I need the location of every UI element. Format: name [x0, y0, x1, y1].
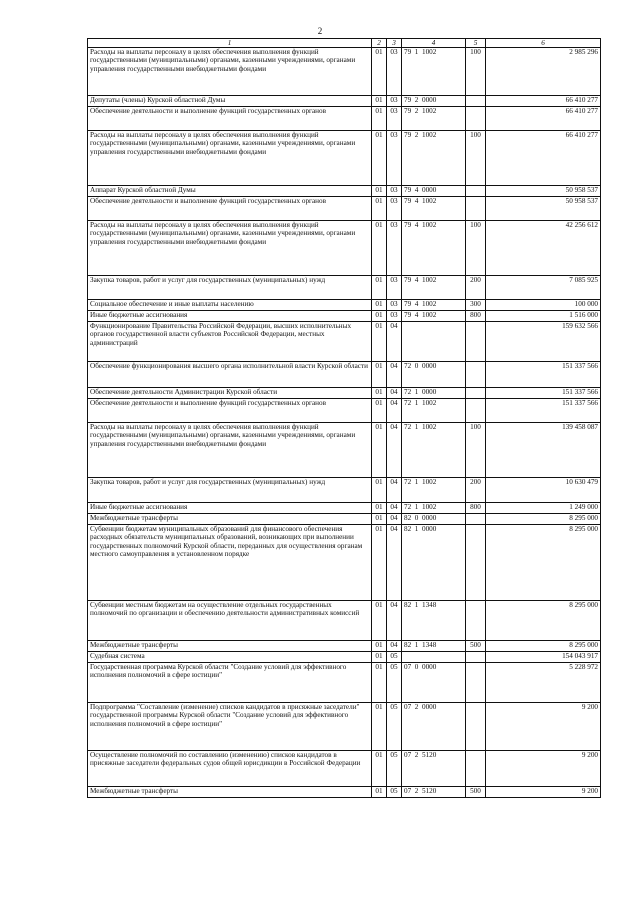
cell-amount: 151 337 566: [486, 399, 601, 423]
cell-section: 01: [372, 423, 387, 478]
cell-expense-type: 200: [466, 478, 486, 503]
cell-target-article: 79 4 1002: [402, 197, 466, 221]
cell-name: Расходы на выплаты персоналу в целях обеспечения выполнения функций государственными (муниципальными) органами, казенными учреждениями, органами управления государственными внебюджетными фондами: [88, 221, 372, 276]
cell-expense-type: [466, 514, 486, 525]
table-row: [88, 423, 601, 478]
header-row: [88, 39, 601, 48]
cell-expense-type: [466, 601, 486, 641]
cell-expense-type: [466, 96, 486, 107]
cell-section: 01: [372, 96, 387, 107]
cell-section: 01: [372, 514, 387, 525]
cell-amount: 9 200: [486, 703, 601, 751]
table-row: [88, 514, 601, 525]
cell-amount: 66 410 277: [486, 131, 601, 186]
cell-expense-type: [466, 751, 486, 787]
cell-name: Государственная программа Курской области "Создание условий для эффективного исполнения полномочий в сфере юстиции": [88, 663, 372, 703]
cell-target-article: 79 4 1002: [402, 300, 466, 311]
cell-expense-type: [466, 399, 486, 423]
table-row: [88, 276, 601, 300]
cell-target-article: 79 2 1002: [402, 107, 466, 131]
cell-section: 01: [372, 322, 387, 362]
cell-expense-type: 100: [466, 221, 486, 276]
cell-name: Обеспечение деятельности Администрации Курской области: [88, 388, 372, 399]
cell-expense-type: 800: [466, 311, 486, 322]
table-row: [88, 107, 601, 131]
cell-target-article: 79 4 1002: [402, 221, 466, 276]
table-row: [88, 388, 601, 399]
cell-subsection: 04: [387, 503, 402, 514]
cell-section: 01: [372, 221, 387, 276]
cell-section: 01: [372, 131, 387, 186]
cell-name: Закупка товаров, работ и услуг для государственных (муниципальных) нужд: [88, 276, 372, 300]
cell-expense-type: [466, 388, 486, 399]
cell-subsection: 04: [387, 423, 402, 478]
cell-target-article: 07 2 5120: [402, 787, 466, 798]
cell-amount: 10 630 479: [486, 478, 601, 503]
cell-subsection: 04: [387, 362, 402, 388]
cell-section: 01: [372, 525, 387, 601]
cell-subsection: 03: [387, 221, 402, 276]
cell-section: 01: [372, 751, 387, 787]
cell-target-article: 82 1 1348: [402, 641, 466, 652]
cell-subsection: 03: [387, 131, 402, 186]
cell-section: 01: [372, 48, 387, 96]
cell-amount: 50 958 537: [486, 186, 601, 197]
cell-name: Осуществление полномочий по составлению (изменению) списков кандидатов в присяжные заседатели федеральных судов общей юрисдикции в Российской Федерации: [88, 751, 372, 787]
cell-amount: 66 410 277: [486, 107, 601, 131]
cell-amount: 151 337 566: [486, 362, 601, 388]
cell-expense-type: [466, 525, 486, 601]
cell-target-article: 72 1 0000: [402, 388, 466, 399]
cell-expense-type: 100: [466, 48, 486, 96]
cell-amount: 9 200: [486, 787, 601, 798]
cell-target-article: [402, 652, 466, 663]
cell-section: 01: [372, 787, 387, 798]
cell-amount: 139 458 087: [486, 423, 601, 478]
cell-amount: 100 000: [486, 300, 601, 311]
cell-expense-type: 100: [466, 423, 486, 478]
cell-target-article: 72 0 0000: [402, 362, 466, 388]
cell-name: Судебная система: [88, 652, 372, 663]
table-row: [88, 652, 601, 663]
table-row: [88, 478, 601, 503]
table-row: [88, 322, 601, 362]
cell-section: 01: [372, 601, 387, 641]
cell-section: 01: [372, 311, 387, 322]
cell-target-article: 72 1 1002: [402, 423, 466, 478]
cell-expense-type: 300: [466, 300, 486, 311]
cell-subsection: 04: [387, 322, 402, 362]
cell-amount: 9 200: [486, 751, 601, 787]
cell-amount: 2 985 296: [486, 48, 601, 96]
cell-subsection: 05: [387, 703, 402, 751]
cell-target-article: 82 1 0000: [402, 525, 466, 601]
cell-name: Обеспечение функционирования высшего органа исполнительной власти Курской области: [88, 362, 372, 388]
cell-name: Обеспечение деятельности и выполнение функций государственных органов: [88, 107, 372, 131]
cell-section: 01: [372, 276, 387, 300]
cell-expense-type: [466, 652, 486, 663]
cell-section: 01: [372, 399, 387, 423]
cell-name: Межбюджетные трансферты: [88, 514, 372, 525]
cell-amount: 154 043 917: [486, 652, 601, 663]
cell-name: Социальное обеспечение и иные выплаты населению: [88, 300, 372, 311]
cell-target-article: 79 2 0000: [402, 96, 466, 107]
cell-expense-type: 800: [466, 503, 486, 514]
cell-target-article: 82 1 1348: [402, 601, 466, 641]
cell-name: Обеспечение деятельности и выполнение функций государственных органов: [88, 399, 372, 423]
cell-target-article: 07 2 5120: [402, 751, 466, 787]
table-row: [88, 311, 601, 322]
header-cell-subsection: 3: [387, 39, 402, 48]
cell-amount: 1 516 000: [486, 311, 601, 322]
cell-target-article: 79 4 0000: [402, 186, 466, 197]
cell-name: Межбюджетные трансферты: [88, 641, 372, 652]
header-cell-section: 2: [372, 39, 387, 48]
cell-amount: 66 410 277: [486, 96, 601, 107]
cell-target-article: 07 2 0000: [402, 703, 466, 751]
cell-subsection: 03: [387, 48, 402, 96]
cell-section: 01: [372, 663, 387, 703]
table-row: [88, 131, 601, 186]
cell-name: Аппарат Курской областной Думы: [88, 186, 372, 197]
cell-expense-type: 500: [466, 641, 486, 652]
cell-subsection: 04: [387, 641, 402, 652]
cell-amount: 151 337 566: [486, 388, 601, 399]
table-row: [88, 525, 601, 601]
cell-amount: 50 958 537: [486, 197, 601, 221]
cell-target-article: [402, 322, 466, 362]
header-cell-name: 1: [88, 39, 372, 48]
cell-name: Субвенции бюджетам муниципальных образований для финансового обеспечения расходных обязательств муниципальных образований, возникающих при выполнении государственных полномочий Курской области, переданных для осуществления органам местного самоуправления в установленном порядке: [88, 525, 372, 601]
cell-expense-type: [466, 703, 486, 751]
cell-amount: 8 295 000: [486, 525, 601, 601]
cell-expense-type: [466, 362, 486, 388]
cell-subsection: 03: [387, 186, 402, 197]
cell-subsection: 03: [387, 197, 402, 221]
cell-amount: 8 295 000: [486, 514, 601, 525]
table-row: [88, 503, 601, 514]
header-cell-expense-type: 5: [466, 39, 486, 48]
table-row: [88, 703, 601, 751]
cell-section: 01: [372, 300, 387, 311]
cell-expense-type: 100: [466, 131, 486, 186]
cell-subsection: 03: [387, 276, 402, 300]
cell-section: 01: [372, 703, 387, 751]
cell-amount: 159 632 566: [486, 322, 601, 362]
table-row: [88, 186, 601, 197]
cell-expense-type: 500: [466, 787, 486, 798]
cell-name: Депутаты (члены) Курской областной Думы: [88, 96, 372, 107]
header-cell-target-article: 4: [402, 39, 466, 48]
cell-section: 01: [372, 641, 387, 652]
cell-name: Обеспечение деятельности и выполнение функций государственных органов: [88, 197, 372, 221]
cell-expense-type: [466, 107, 486, 131]
table-row: [88, 641, 601, 652]
cell-section: 01: [372, 388, 387, 399]
cell-amount: 7 085 925: [486, 276, 601, 300]
cell-section: 01: [372, 362, 387, 388]
header-cell-amount: 6: [486, 39, 601, 48]
cell-subsection: 05: [387, 751, 402, 787]
cell-target-article: 79 1 1002: [402, 48, 466, 96]
cell-amount: 8 295 000: [486, 601, 601, 641]
cell-name: Межбюджетные трансферты: [88, 787, 372, 798]
cell-amount: 42 256 612: [486, 221, 601, 276]
table-row: [88, 197, 601, 221]
table-row: [88, 751, 601, 787]
cell-subsection: 03: [387, 311, 402, 322]
table-row: [88, 362, 601, 388]
cell-target-article: 72 1 1002: [402, 399, 466, 423]
cell-name: Расходы на выплаты персоналу в целях обеспечения выполнения функций государственными (муниципальными) органами, казенными учреждениями, органами управления государственными внебюджетными фондами: [88, 423, 372, 478]
table-row: [88, 96, 601, 107]
cell-name: Закупка товаров, работ и услуг для государственных (муниципальных) нужд: [88, 478, 372, 503]
cell-section: 01: [372, 503, 387, 514]
cell-subsection: 03: [387, 96, 402, 107]
cell-name: Иные бюджетные ассигнования: [88, 503, 372, 514]
cell-target-article: 72 1 1002: [402, 478, 466, 503]
cell-name: Функционирование Правительства Российской Федерации, высших исполнительных органов государственной власти субъектов Российской Федерации, местных администраций: [88, 322, 372, 362]
cell-name: Расходы на выплаты персоналу в целях обеспечения выполнения функций государственными (муниципальными) органами, казенными учреждениями, органами управления государственными внебюджетными фондами: [88, 131, 372, 186]
cell-expense-type: 200: [466, 276, 486, 300]
cell-subsection: 04: [387, 478, 402, 503]
budget-table: [87, 38, 601, 798]
cell-subsection: 04: [387, 388, 402, 399]
table-row: [88, 601, 601, 641]
cell-expense-type: [466, 322, 486, 362]
cell-target-article: 82 0 0000: [402, 514, 466, 525]
table-row: [88, 663, 601, 703]
cell-target-article: 79 2 1002: [402, 131, 466, 186]
cell-subsection: 04: [387, 601, 402, 641]
cell-section: 01: [372, 186, 387, 197]
cell-subsection: 05: [387, 663, 402, 703]
cell-expense-type: [466, 663, 486, 703]
cell-target-article: 79 4 1002: [402, 276, 466, 300]
table-row: [88, 399, 601, 423]
cell-amount: 5 228 972: [486, 663, 601, 703]
page-number: 2: [317, 26, 323, 36]
cell-name: Иные бюджетные ассигнования: [88, 311, 372, 322]
cell-subsection: 03: [387, 107, 402, 131]
cell-section: 01: [372, 197, 387, 221]
cell-subsection: 04: [387, 514, 402, 525]
table-row: [88, 787, 601, 798]
cell-subsection: 04: [387, 399, 402, 423]
table-row: [88, 300, 601, 311]
cell-target-article: 07 0 0000: [402, 663, 466, 703]
cell-subsection: 03: [387, 300, 402, 311]
cell-name: Подпрограмма "Составление (изменение) списков кандидатов в присяжные заседатели" государственной программы Курской области "Создание условий для эффективного исполнения полномочий в сфере юстиции": [88, 703, 372, 751]
cell-expense-type: [466, 186, 486, 197]
table-row: [88, 48, 601, 96]
cell-amount: 1 249 000: [486, 503, 601, 514]
cell-target-article: 79 4 1002: [402, 311, 466, 322]
cell-section: 01: [372, 107, 387, 131]
cell-name: Субвенции местным бюджетам на осуществление отдельных государственных полномочий по организации и обеспечению деятельности административных комиссий: [88, 601, 372, 641]
cell-subsection: 04: [387, 525, 402, 601]
cell-section: 01: [372, 652, 387, 663]
cell-expense-type: [466, 197, 486, 221]
table-row: [88, 221, 601, 276]
cell-section: 01: [372, 478, 387, 503]
cell-subsection: 05: [387, 652, 402, 663]
cell-target-article: 72 1 1002: [402, 503, 466, 514]
cell-subsection: 05: [387, 787, 402, 798]
cell-amount: 8 295 000: [486, 641, 601, 652]
cell-name: Расходы на выплаты персоналу в целях обеспечения выполнения функций государственными (муниципальными) органами, казенными учреждениями, органами управления государственными внебюджетными фондами: [88, 48, 372, 96]
